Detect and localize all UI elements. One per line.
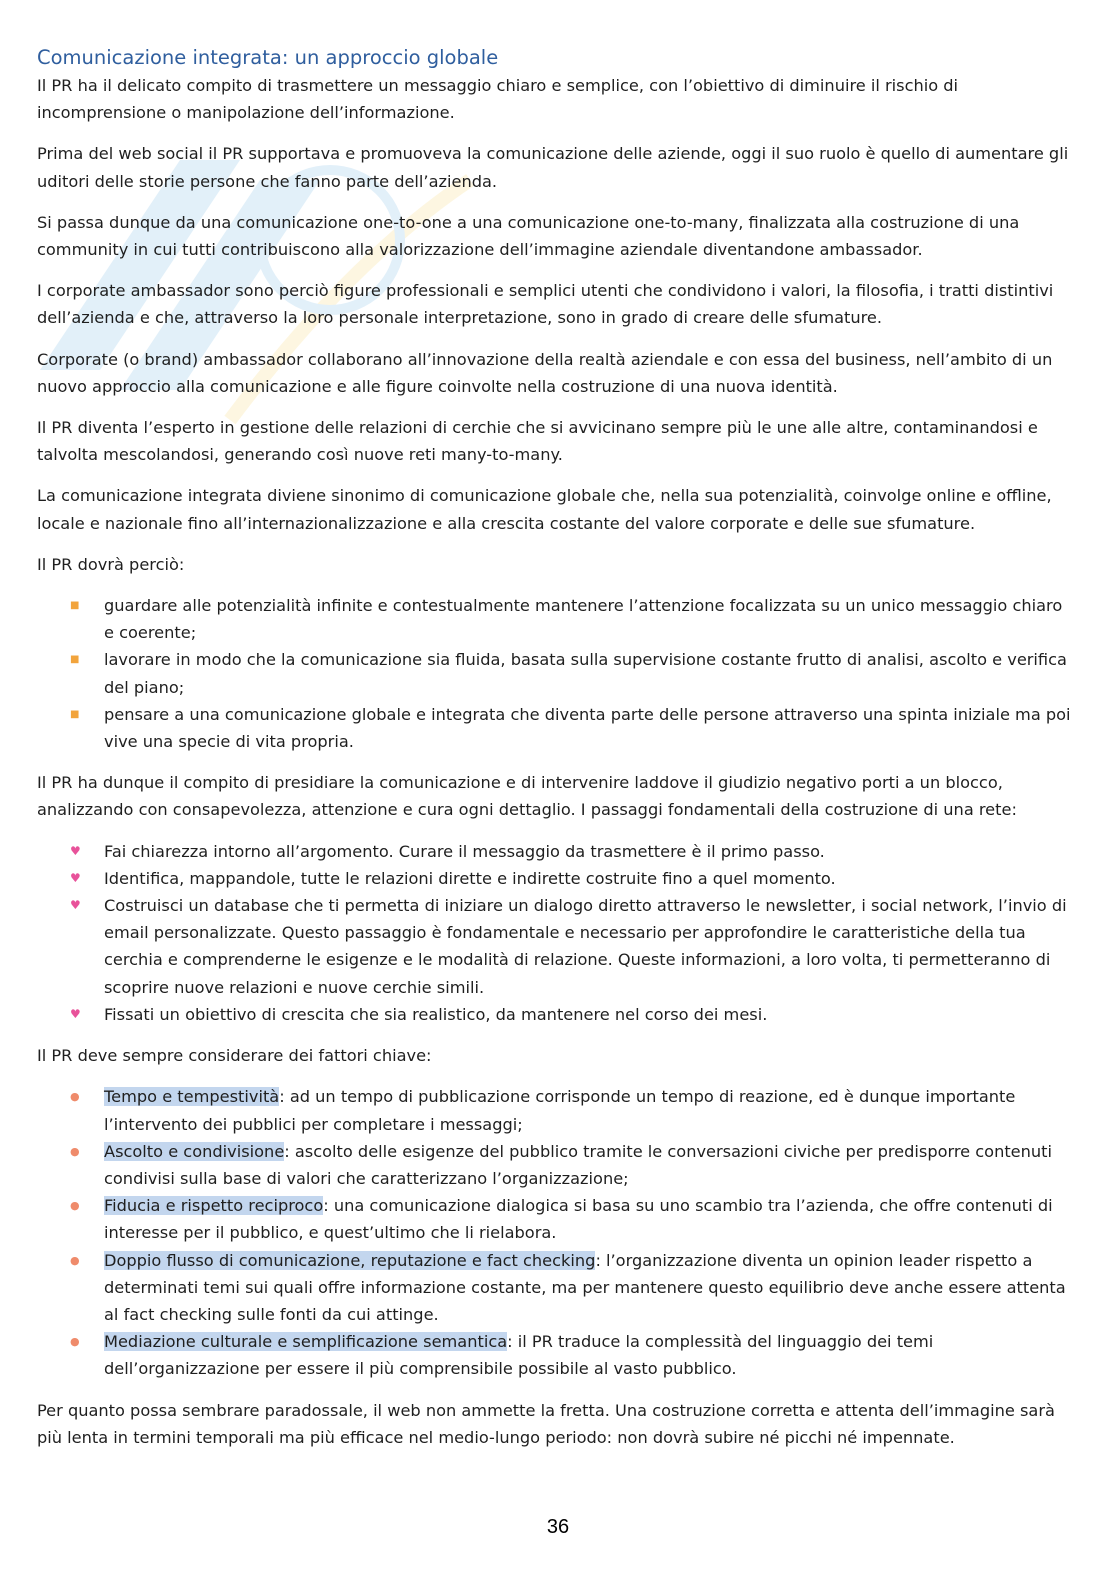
dot-bullet-icon: ● — [70, 1335, 80, 1349]
paragraph: I corporate ambassador sono perciò figure professionali e semplici utenti che condividono i valori, la filosofia, i tratti distintivi dell’azienda e che, attraverso la loro personale interpretazione, sono in grado di creare delle sfumature. — [37, 281, 1054, 328]
list-item: ● Ascolto e condivisione: ascolto delle esigenze del pubblico tramite le conversazioni civiche per predisporre contenuti condivisi sulla base di valori che caratterizzano l’organizzazione; — [104, 1138, 1077, 1192]
square-bullet-icon: ■ — [70, 600, 80, 612]
paragraph: Il PR deve sempre considerare dei fattori chiave: — [37, 1046, 432, 1066]
heart-bullet-icon: ♥ — [70, 898, 81, 913]
list-item: ♥ Fai chiarezza intorno all’argomento. Curare il messaggio da trasmettere è il primo passo. — [104, 838, 1077, 865]
square-bullet-icon: ■ — [70, 654, 80, 666]
highlighted-term: Ascolto e condivisione — [104, 1141, 285, 1161]
paragraph: Per quanto possa sembrare paradossale, il web non ammette la fretta. Una costruzione corretta e attenta dell’immagine sarà più lenta in termini temporali ma più efficace nel medio-lungo periodo: non dovrà subire né picchi né impennate. — [37, 1400, 1055, 1447]
highlighted-term: Doppio flusso di comunicazione, reputazione e fact checking — [104, 1250, 596, 1270]
paragraph: Il PR diventa l’esperto in gestione delle relazioni di cerchie che si avvicinano sempre più le une alle altre, contaminandosi e talvolta mescolandosi, generando così nuove reti many-to-many. — [37, 418, 1038, 465]
dot-bullet-icon: ● — [70, 1199, 80, 1213]
section-title: Comunicazione integrata: un approccio globale — [37, 46, 499, 69]
key-factors-list — [37, 1083, 1077, 1382]
list-item: ● Fiducia e rispetto reciproco: una comunicazione dialogica si basa su uno scambio tra l’azienda, che offre contenuti di interesse per il pubblico, e quest’ultimo che li rielabora. — [104, 1192, 1077, 1246]
heart-bullet-icon: ♥ — [70, 1006, 81, 1021]
square-bullet-icon: ■ — [70, 708, 80, 720]
pr-tasks-list — [37, 592, 1077, 755]
highlighted-term: Tempo e tempestività — [104, 1087, 280, 1107]
paragraph: Corporate (o brand) ambassador collaborano all’innovazione della realtà aziendale e con essa del business, nell’ambito di un nuovo approccio alla comunicazione e alle figure coinvolte nella costruzione di una nuova identità. — [37, 349, 1053, 396]
list-item: ■ lavorare in modo che la comunicazione sia fluida, basata sulla supervisione costante frutto di analisi, ascolto e verifica del piano; — [104, 646, 1077, 700]
paragraph: Prima del web social il PR supportava e promuoveva la comunicazione delle aziende, oggi il suo ruolo è quello di aumentare gli uditori delle storie persone che fanno parte dell’azienda. — [37, 144, 1069, 191]
list-item: ● Tempo e tempestività: ad un tempo di pubblicazione corrisponde un tempo di reazione, ed è dunque importante l’intervento dei pubblici per completare i messaggi; — [104, 1083, 1077, 1137]
list-item: ● Mediazione culturale e semplificazione semantica: il PR traduce la complessità del linguaggio dei temi dell’organizzazione per essere il più comprensibile possibile al vasto pubblico. — [104, 1328, 1077, 1382]
paragraph: Il PR dovrà perciò: — [37, 554, 185, 574]
dot-bullet-icon: ● — [70, 1253, 80, 1267]
list-item: ● Doppio flusso di comunicazione, reputazione e fact checking: l’organizzazione diventa un opinion leader rispetto a determinati temi sui quali offre informazione costante, ma per mantenere questo equilibrio deve anche essere attenta al fact checking sulle fonti da cui attinge. — [104, 1247, 1077, 1329]
paragraph: La comunicazione integrata diviene sinonimo di comunicazione globale che, nella sua potenzialità, coinvolge online e offline, locale e nazionale fino all’internazionalizzazione e alla crescita costante del valore corporate e delle sue sfumature. — [37, 486, 1052, 533]
dot-bullet-icon: ● — [70, 1144, 80, 1158]
page-number: 36 — [546, 1516, 570, 1538]
list-item: ♥ Identifica, mappandole, tutte le relazioni dirette e indirette costruite fino a quel momento. — [104, 865, 1077, 892]
paragraph: Il PR ha il delicato compito di trasmettere un messaggio chiaro e semplice, con l’obiettivo di diminuire il rischio di incomprensione o manipolazione dell’informazione. — [37, 76, 959, 123]
list-item: ■ pensare a una comunicazione globale e integrata che diventa parte delle persone attraverso una spinta iniziale ma poi vive una specie di vita propria. — [104, 701, 1077, 755]
paragraph: Si passa dunque da una comunicazione one-to-one a una comunicazione one-to-many, finalizzata alla costruzione di una community in cui tutti contribuiscono alla valorizzazione dell’immagine aziendale diventandone ambassador. — [37, 212, 1020, 260]
list-item: ♥ Fissati un obiettivo di crescita che sia realistico, da mantenere nel corso dei mesi. — [104, 1001, 1077, 1028]
document-page — [37, 44, 1077, 1465]
heart-bullet-icon: ♥ — [70, 870, 81, 885]
paragraph: Il PR ha dunque il compito di presidiare la comunicazione e di intervenire laddove il giudizio negativo porti a un blocco, analizzando con consapevolezza, attenzione e cura ogni dettaglio. I passaggi fondamentali della costruzione di una rete: — [37, 773, 1017, 820]
network-steps-list — [37, 838, 1077, 1028]
heart-bullet-icon: ♥ — [70, 843, 81, 858]
dot-bullet-icon: ● — [70, 1090, 80, 1104]
list-item: ♥ Costruisci un database che ti permetta di iniziare un dialogo diretto attraverso le newsletter, i social network, l’invio di email personalizzate. Questo passaggio è fondamentale e necessario per approfondire le caratteristiche della tua cerchia e comprenderne le esigenze e le modalità di relazione. Queste informazioni, a loro volta, ti permetteranno di scoprire nuove relazioni e nuove cerchie simili. — [104, 892, 1077, 1001]
highlighted-term: Fiducia e rispetto reciproco — [104, 1196, 324, 1216]
highlighted-term: Mediazione culturale e semplificazione semantica — [104, 1332, 508, 1352]
list-item: ■ guardare alle potenzialità infinite e contestualmente mantenere l’attenzione focalizzata su un unico messaggio chiaro e coerente; — [104, 592, 1077, 646]
